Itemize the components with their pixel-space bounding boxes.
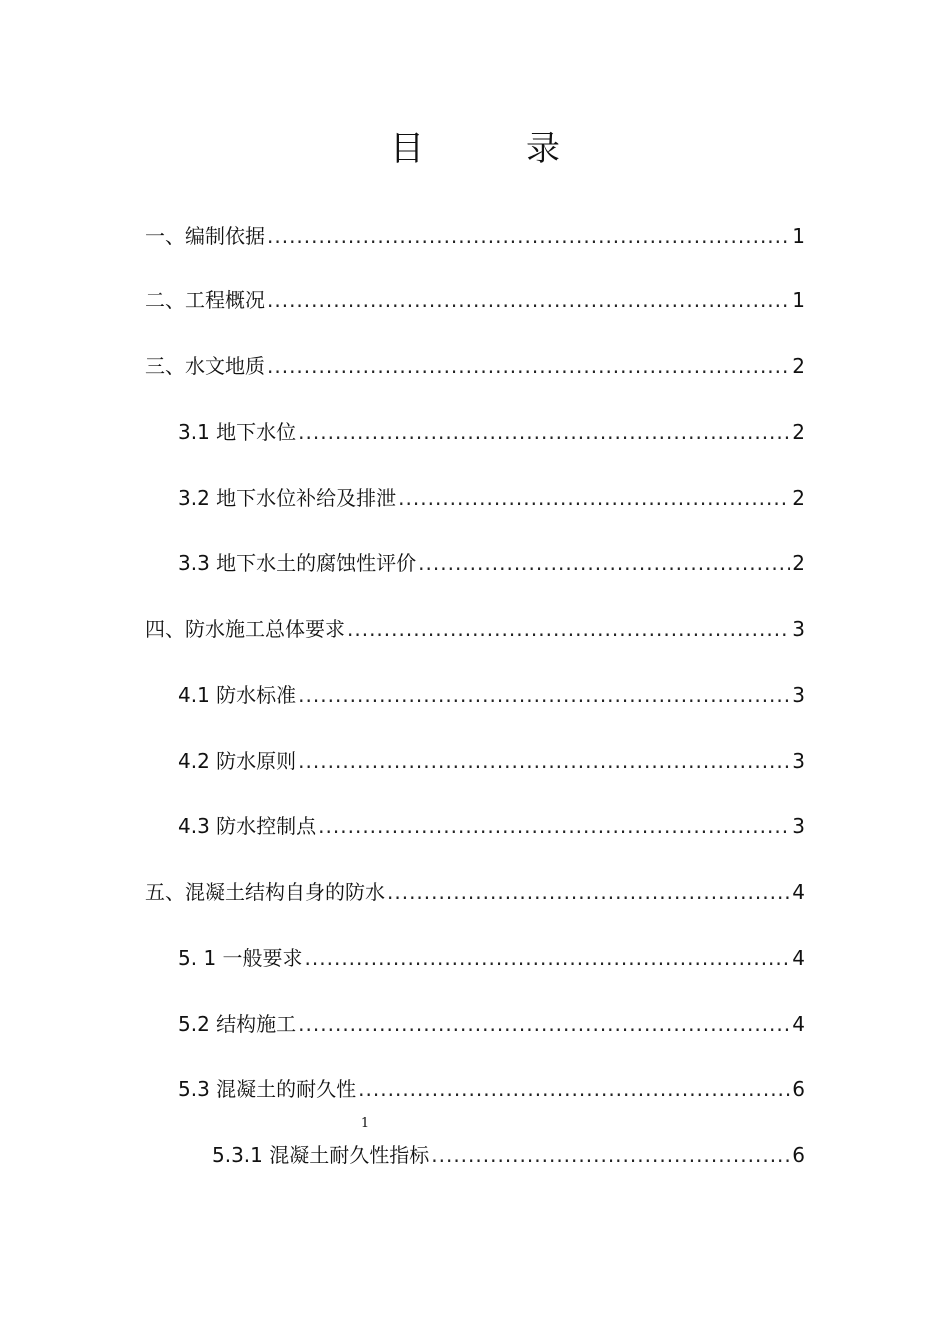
toc-dot-leader: [431, 1140, 790, 1170]
toc-entry[interactable]: [145, 614, 805, 644]
toc-entry-label: 5. 1 一般要求: [178, 946, 303, 970]
toc-dot-leader: [267, 351, 790, 381]
toc-dot-leader: [318, 811, 790, 841]
toc-entry[interactable]: [178, 746, 805, 776]
toc-entry-label: 5.2 结构施工: [178, 1012, 297, 1036]
toc-entry-label: 四、防水施工总体要求: [145, 617, 345, 641]
toc-entry[interactable]: [145, 351, 805, 381]
toc-entry-page: 6: [792, 1077, 805, 1101]
toc-dot-leader: [358, 1074, 790, 1104]
toc-entry-page: 3: [792, 683, 805, 707]
toc-entry-page: 6: [792, 1143, 805, 1167]
toc-entry-label: 3.1 地下水位: [178, 420, 297, 444]
toc-entry[interactable]: [178, 483, 805, 513]
toc-dot-leader: [298, 1009, 790, 1039]
toc-entry-page: 4: [792, 1012, 805, 1036]
toc-title: 目 录: [390, 129, 594, 169]
toc-entry-label: 五、混凝土结构自身的防水: [145, 880, 385, 904]
toc-entry-page: 2: [792, 551, 805, 575]
toc-dot-leader: [305, 943, 791, 973]
toc-entry-label: 二、工程概况: [145, 288, 265, 312]
toc-entry-page: 3: [792, 749, 805, 773]
page-number: 1: [360, 1116, 370, 1131]
toc-entry[interactable]: [145, 221, 805, 251]
toc-dot-leader: [298, 746, 790, 776]
toc-entry[interactable]: [178, 1009, 805, 1039]
toc-entry-label: 4.1 防水标准: [178, 683, 297, 707]
toc-dot-leader: [347, 614, 790, 644]
toc-entry-page: 4: [792, 946, 805, 970]
toc-dot-leader: [398, 483, 790, 513]
toc-entry-page: 1: [792, 288, 805, 312]
toc-entry-page: 2: [792, 420, 805, 444]
toc-entry[interactable]: [178, 1074, 805, 1104]
toc-dot-leader: [267, 221, 790, 251]
toc-entry-page: 3: [792, 814, 805, 838]
toc-entry[interactable]: [178, 811, 805, 841]
toc-entry-label: 3.2 地下水位补给及排泄: [178, 486, 397, 510]
toc-entry-label: 4.3 防水控制点: [178, 814, 317, 838]
toc-entry[interactable]: [178, 680, 805, 710]
toc-entry-label: 3.3 地下水土的腐蚀性评价: [178, 551, 417, 575]
toc-dot-leader: [298, 417, 790, 447]
toc-entry-page: 2: [792, 486, 805, 510]
toc-entry[interactable]: [145, 877, 805, 907]
toc-entry[interactable]: [178, 417, 805, 447]
toc-entry-page: 4: [792, 880, 805, 904]
toc-entry-page: 1: [792, 224, 805, 248]
toc-dot-leader: [418, 548, 790, 578]
toc-entry-page: 3: [792, 617, 805, 641]
toc-entry-label: 5.3 混凝土的耐久性: [178, 1077, 357, 1101]
toc-entry[interactable]: [212, 1140, 805, 1170]
toc-dot-leader: [267, 285, 790, 315]
toc-entry[interactable]: [178, 943, 805, 973]
toc-entry-label: 一、编制依据: [145, 224, 265, 248]
toc-entry-label: 5.3.1 混凝土耐久性指标: [212, 1143, 430, 1167]
toc-entry-label: 4.2 防水原则: [178, 749, 297, 773]
toc-dot-leader: [387, 877, 790, 907]
toc-dot-leader: [298, 680, 790, 710]
toc-entry-page: 2: [792, 354, 805, 378]
toc-entry-label: 三、水文地质: [145, 354, 265, 378]
toc-entry[interactable]: [178, 548, 805, 578]
toc-entry[interactable]: [145, 285, 805, 315]
